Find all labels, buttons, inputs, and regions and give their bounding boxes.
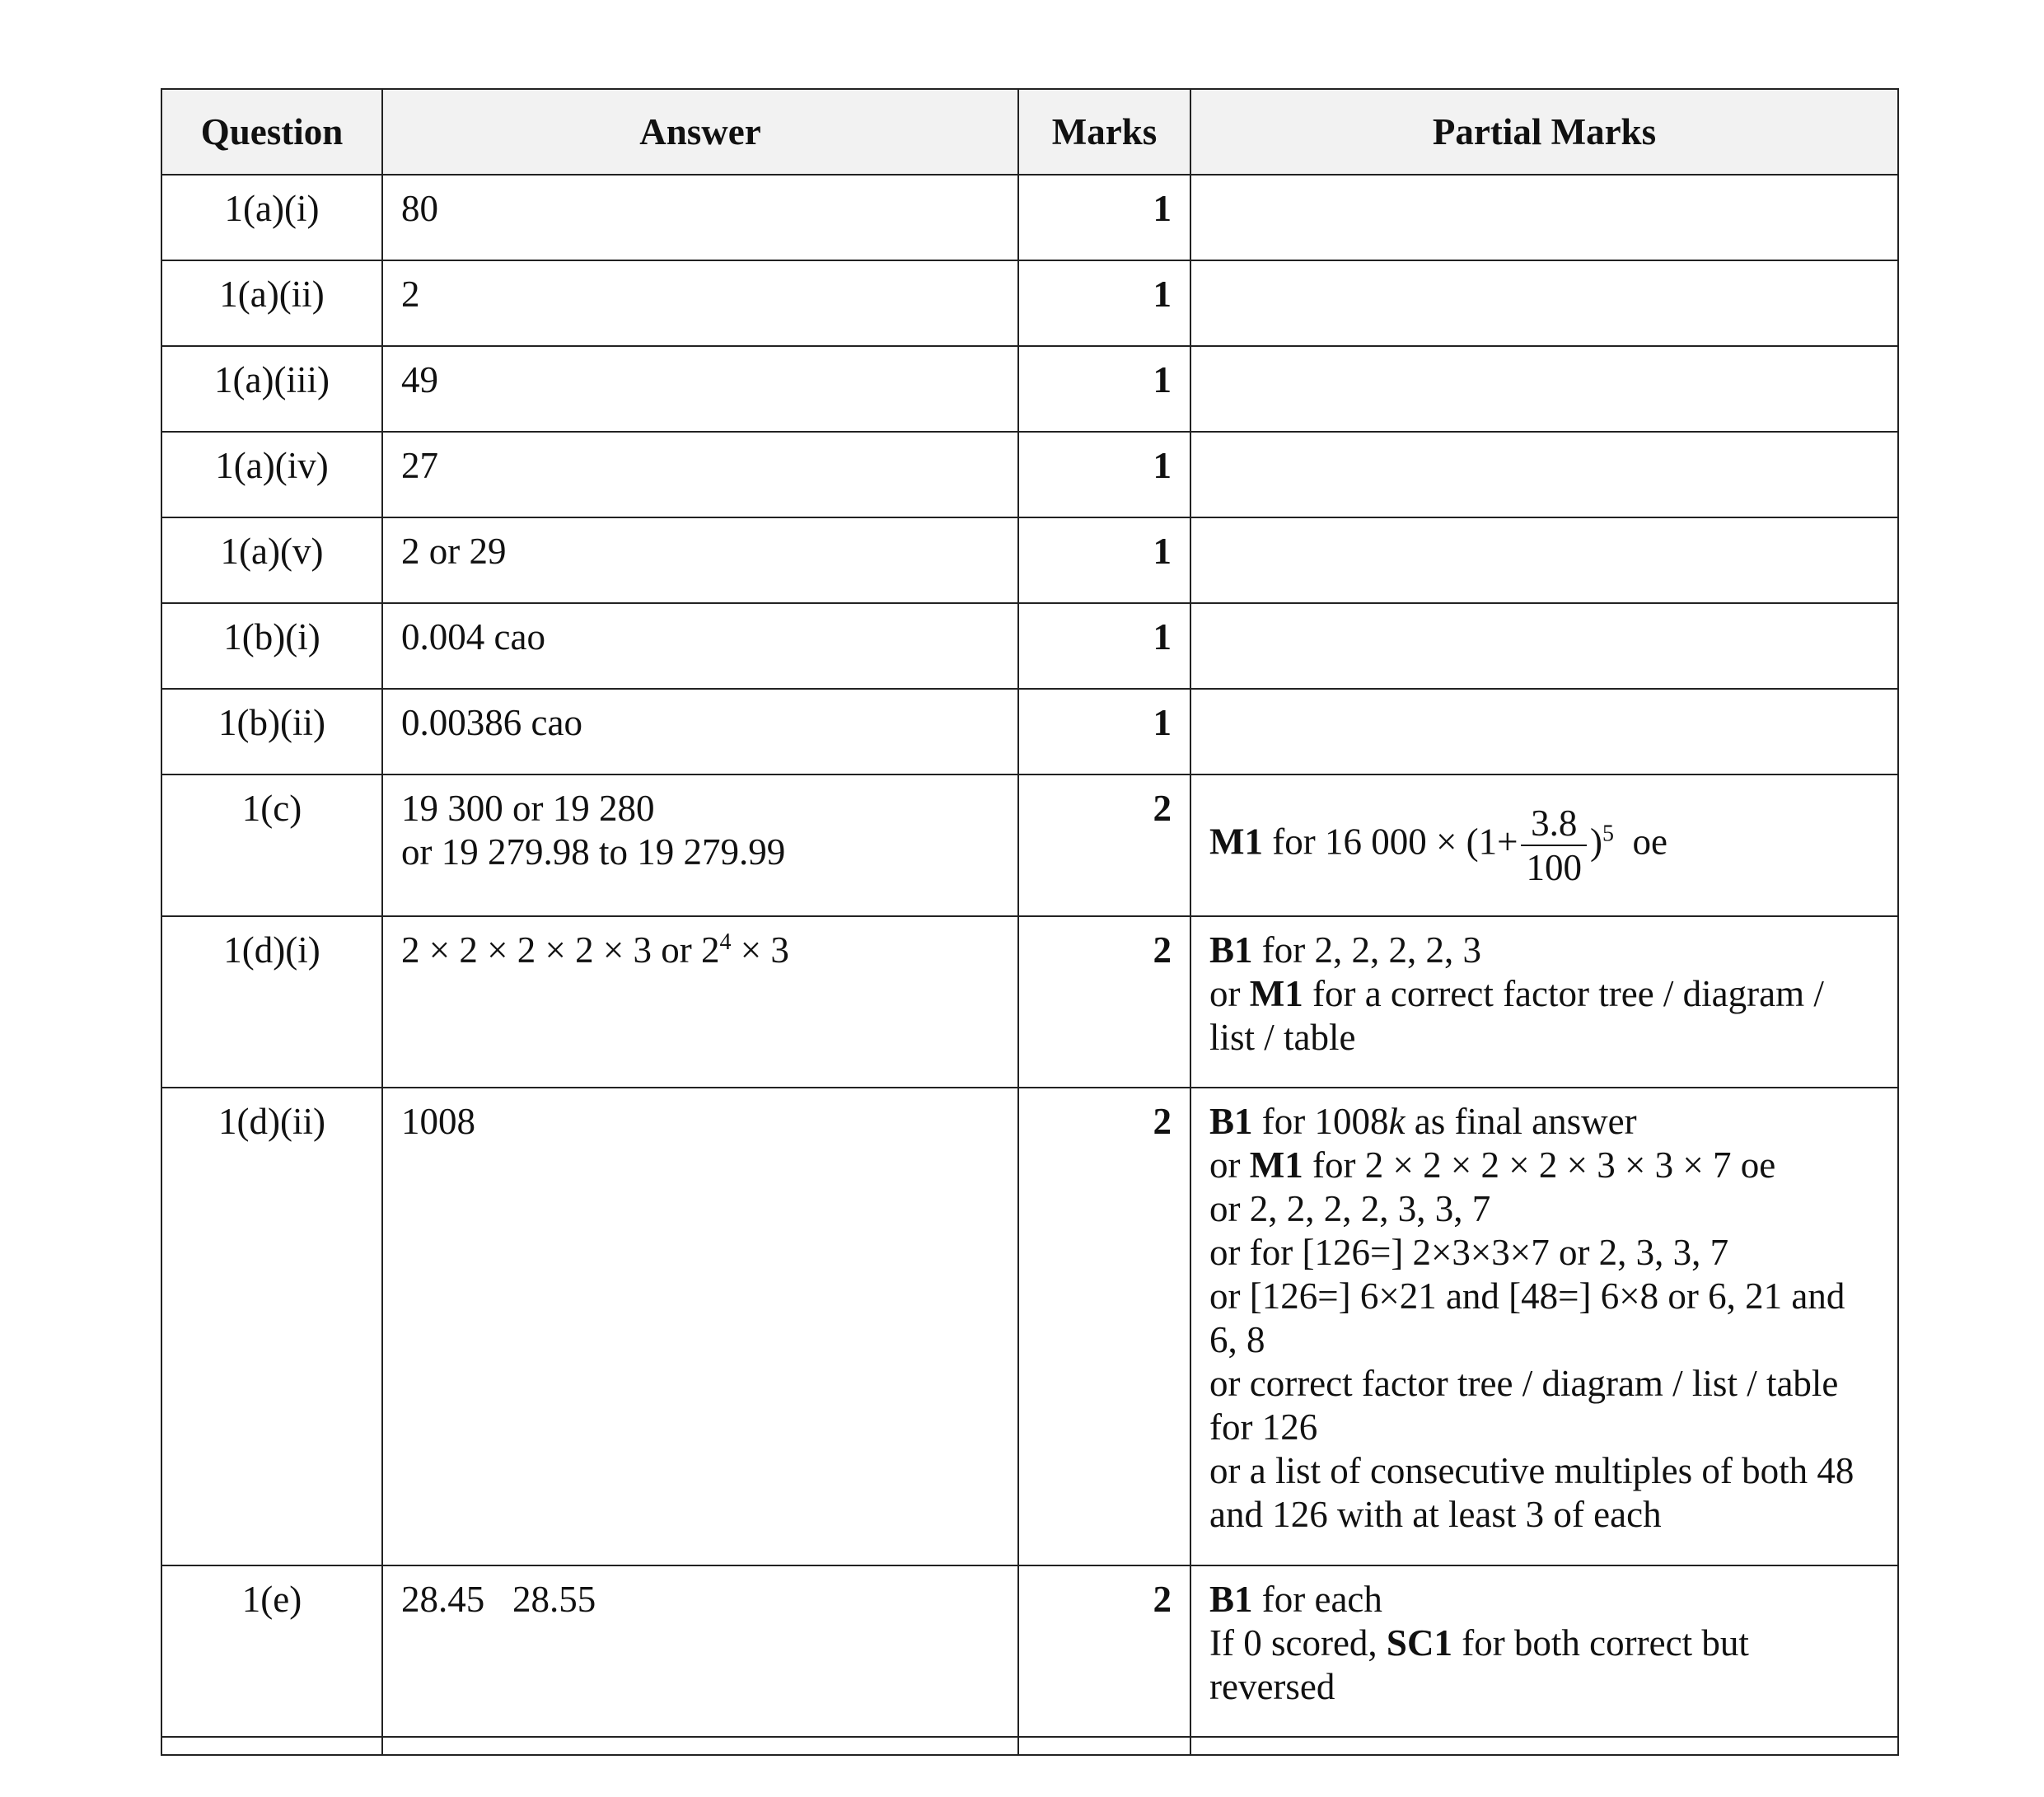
question-cell: 1(a)(ii) — [161, 260, 382, 346]
exponent: 5 — [1602, 821, 1614, 847]
table-row — [161, 774, 1898, 916]
answer-text: 2 × 2 × 2 × 2 × 3 or 2 — [401, 929, 720, 971]
marks-cell: 1 — [1018, 689, 1190, 774]
table-row — [161, 432, 1898, 517]
question-cell: 1(a)(iv) — [161, 432, 382, 517]
partial-marks-cell — [1190, 689, 1898, 774]
table-row — [161, 916, 1898, 1088]
question-cell — [161, 1737, 382, 1755]
partial-marks-cell — [1190, 1565, 1898, 1737]
partial-line: and 126 with at least 3 of each — [1209, 1494, 1662, 1535]
marks-cell: 2 — [1018, 916, 1190, 1088]
partial-text: for 2, 2, 2, 2, 3 — [1252, 929, 1481, 971]
partial-text: for 2 × 2 × 2 × 2 × 3 × 3 × 7 oe — [1303, 1144, 1776, 1186]
fraction-denominator: 100 — [1526, 847, 1582, 888]
table-row — [161, 175, 1898, 260]
partial-text: as final answer — [1405, 1101, 1637, 1142]
partial-line: or a list of consecutive multiples of both 48 — [1209, 1450, 1855, 1491]
marks-cell: 2 — [1018, 1565, 1190, 1737]
table-row — [161, 260, 1898, 346]
continued-row — [161, 1737, 1898, 1755]
question-cell: 1(a)(i) — [161, 175, 382, 260]
answer-text: × 3 — [731, 929, 789, 971]
mark-code: M1 — [1249, 1144, 1303, 1186]
fraction-numerator: 3.8 — [1521, 802, 1587, 846]
partial-line — [1209, 1622, 1879, 1665]
partial-text: for 1008 — [1252, 1101, 1389, 1142]
partial-text: for both correct but — [1452, 1622, 1749, 1664]
table-row — [161, 689, 1898, 774]
partial-marks-cell — [1190, 346, 1898, 432]
marks-cell: 1 — [1018, 346, 1190, 432]
partial-line — [1209, 1578, 1879, 1622]
partial-line: 6, 8 — [1209, 1319, 1265, 1360]
partial-marks-cell — [1190, 1737, 1898, 1755]
partial-line — [1209, 1144, 1879, 1187]
partial-marks-cell — [1190, 774, 1898, 916]
variable-k: k — [1388, 1101, 1406, 1142]
partial-line: for 126 — [1209, 1406, 1318, 1448]
partial-text: or — [1209, 1144, 1250, 1186]
table-row — [161, 603, 1898, 689]
partial-text: for each — [1252, 1579, 1382, 1620]
partial-text: for 16 000 × (1+ — [1262, 821, 1518, 863]
mark-code: B1 — [1209, 1579, 1253, 1620]
partial-text: If 0 scored, — [1209, 1622, 1387, 1664]
partial-line — [1209, 1100, 1879, 1144]
table-row — [161, 1088, 1898, 1565]
answer-cell: 1008 — [382, 1088, 1018, 1565]
marks-cell: 1 — [1018, 432, 1190, 517]
mark-code: M1 — [1209, 821, 1263, 863]
partial-marks-cell — [1190, 432, 1898, 517]
table-row — [161, 517, 1898, 603]
answer-cell: 49 — [382, 346, 1018, 432]
question-cell: 1(b)(ii) — [161, 689, 382, 774]
header-answer: Answer — [382, 89, 1018, 175]
question-cell: 1(d)(ii) — [161, 1088, 382, 1565]
answer-cell — [382, 774, 1018, 916]
partial-marks-cell — [1190, 1088, 1898, 1565]
mark-scheme — [161, 88, 1899, 1756]
question-cell: 1(d)(i) — [161, 916, 382, 1088]
marks-cell — [1018, 1737, 1190, 1755]
header-marks: Marks — [1018, 89, 1190, 175]
question-cell: 1(e) — [161, 1565, 382, 1737]
mark-code: SC1 — [1386, 1622, 1452, 1664]
partial-marks-cell — [1190, 260, 1898, 346]
header-partial-marks: Partial Marks — [1190, 89, 1898, 175]
answer-line: or 19 279.98 to 19 279.99 — [401, 831, 786, 873]
answer-cell — [382, 916, 1018, 1088]
fraction — [1521, 802, 1587, 889]
partial-line — [1209, 802, 1879, 889]
partial-text: or — [1209, 973, 1250, 1014]
partial-line: or 2, 2, 2, 2, 3, 3, 7 — [1209, 1188, 1491, 1229]
answer-cell: 28.45 28.55 — [382, 1565, 1018, 1737]
answer-cell: 0.00386 cao — [382, 689, 1018, 774]
question-cell: 1(c) — [161, 774, 382, 916]
answer-cell: 2 — [382, 260, 1018, 346]
answer-cell: 27 — [382, 432, 1018, 517]
marks-cell: 1 — [1018, 175, 1190, 260]
header-question: Question — [161, 89, 382, 175]
answer-line: 19 300 or 19 280 — [401, 788, 655, 829]
table-row — [161, 1565, 1898, 1737]
partial-marks-cell — [1190, 517, 1898, 603]
header-row — [161, 89, 1898, 175]
marks-cell: 2 — [1018, 1088, 1190, 1565]
partial-text: oe — [1613, 821, 1667, 863]
partial-line: reversed — [1209, 1666, 1335, 1707]
mark-code: M1 — [1249, 973, 1303, 1014]
answer-cell: 2 or 29 — [382, 517, 1018, 603]
question-cell: 1(a)(v) — [161, 517, 382, 603]
partial-line: or correct factor tree / diagram / list / table — [1209, 1363, 1839, 1404]
partial-marks-cell — [1190, 175, 1898, 260]
marks-cell: 2 — [1018, 774, 1190, 916]
marks-cell: 1 — [1018, 517, 1190, 603]
table-row — [161, 346, 1898, 432]
partial-text: for a correct factor tree / diagram / — [1303, 973, 1824, 1014]
partial-marks-cell — [1190, 603, 1898, 689]
partial-line: list / table — [1209, 1017, 1356, 1058]
question-cell: 1(b)(i) — [161, 603, 382, 689]
exponent: 4 — [719, 929, 732, 955]
marks-cell: 1 — [1018, 260, 1190, 346]
question-cell: 1(a)(iii) — [161, 346, 382, 432]
partial-line: or for [126=] 2×3×3×7 or 2, 3, 3, 7 — [1209, 1232, 1729, 1273]
answer-cell: 0.004 cao — [382, 603, 1018, 689]
mark-code: B1 — [1209, 929, 1253, 971]
partial-line — [1209, 972, 1879, 1016]
marks-cell: 1 — [1018, 603, 1190, 689]
partial-line — [1209, 929, 1879, 972]
answer-line — [401, 929, 999, 972]
partial-text: ) — [1589, 821, 1602, 863]
mark-code: B1 — [1209, 1101, 1253, 1142]
answer-cell — [382, 1737, 1018, 1755]
answer-cell: 80 — [382, 175, 1018, 260]
partial-marks-cell — [1190, 916, 1898, 1088]
partial-line: or [126=] 6×21 and [48=] 6×8 or 6, 21 and — [1209, 1275, 1845, 1317]
mark-scheme-table — [161, 88, 1899, 1756]
